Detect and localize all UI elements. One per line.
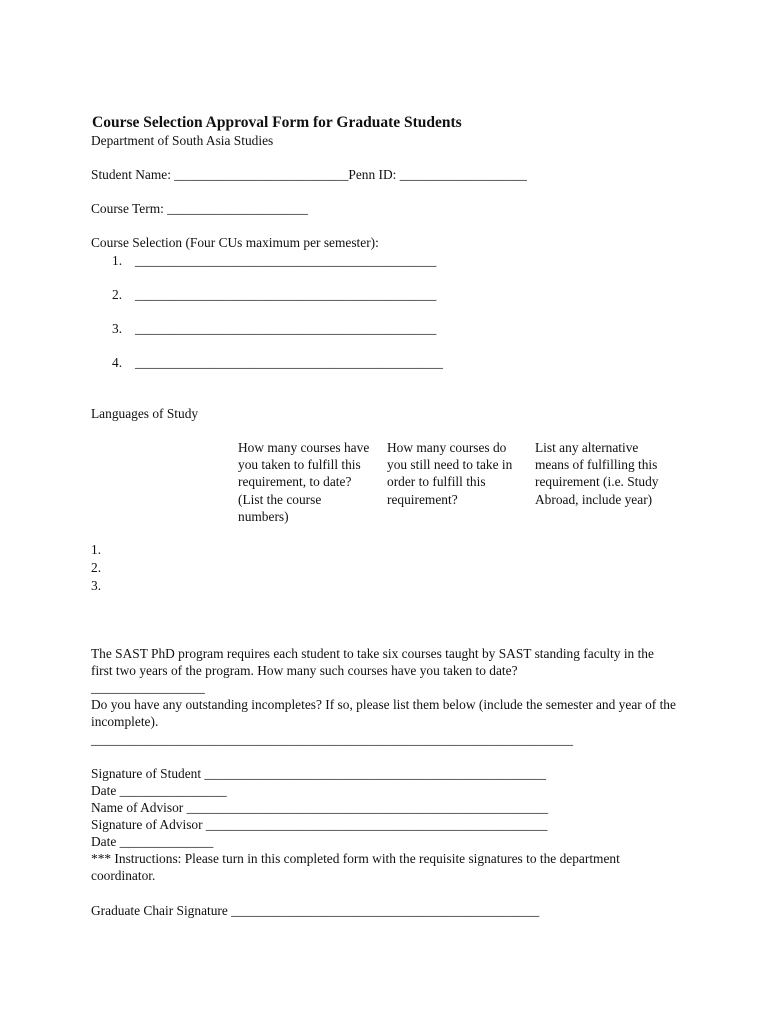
language-column-taken: How many courses have you taken to fulfill this requirement, to date? (List the course numbers): [238, 440, 370, 524]
course-3-number: 3.: [112, 321, 123, 336]
date-field-2[interactable]: Date ______________: [91, 834, 214, 849]
signature-student-field[interactable]: Signature of Student ___________________________________________________: [91, 766, 546, 781]
language-column-alternative: List any alternative means of fulfilling this requirement (i.e. Study Abroad, include year): [535, 440, 659, 507]
course-4-number: 4.: [112, 355, 123, 370]
language-row-1[interactable]: 1.: [91, 542, 102, 557]
sast-paragraph: The SAST PhD program requires each student to take six courses taught by SAST standing faculty in the first two years of the program. How many such courses have you taken to date?: [91, 646, 654, 679]
course-1-number: 1.: [112, 253, 123, 268]
signature-advisor-field[interactable]: Signature of Advisor ___________________________________________________: [91, 817, 548, 832]
advisor-name-field[interactable]: Name of Advisor ______________________________________________________: [91, 800, 549, 815]
date-field-1[interactable]: Date ________________: [91, 783, 227, 798]
instructions-text: *** Instructions: Please turn in this completed form with the requisite signatures to the department coordinator.: [91, 851, 620, 884]
department-name: Department of South Asia Studies: [91, 133, 274, 148]
languages-heading: Languages of Study: [91, 406, 199, 421]
incompletes-paragraph: Do you have any outstanding incompletes? If so, please list them below (include the semester and year of the incomplete).: [91, 697, 676, 730]
student-name-field[interactable]: Student Name: __________________________Penn ID: ___________________: [91, 167, 527, 182]
graduate-chair-signature-field[interactable]: Graduate Chair Signature ______________________________________________: [91, 903, 540, 918]
language-column-needed: How many courses do you still need to take in order to fulfill this requirement?: [387, 440, 513, 507]
sast-answer-line[interactable]: _________________: [91, 680, 205, 695]
course-4-line[interactable]: ______________________________________________: [135, 355, 443, 370]
course-term-field[interactable]: Course Term: _____________________: [91, 201, 308, 216]
course-2-line[interactable]: _____________________________________________: [135, 287, 437, 302]
language-row-3[interactable]: 3.: [91, 578, 102, 593]
language-row-2[interactable]: 2.: [91, 560, 102, 575]
form-title: Course Selection Approval Form for Graduate Students: [92, 114, 462, 131]
course-selection-label: Course Selection (Four CUs maximum per semester):: [91, 235, 379, 250]
incompletes-line[interactable]: ________________________________________________________________________: [91, 732, 574, 747]
course-2-number: 2.: [112, 287, 123, 302]
course-3-line[interactable]: _____________________________________________: [135, 321, 437, 336]
course-1-line[interactable]: _____________________________________________: [135, 253, 437, 268]
